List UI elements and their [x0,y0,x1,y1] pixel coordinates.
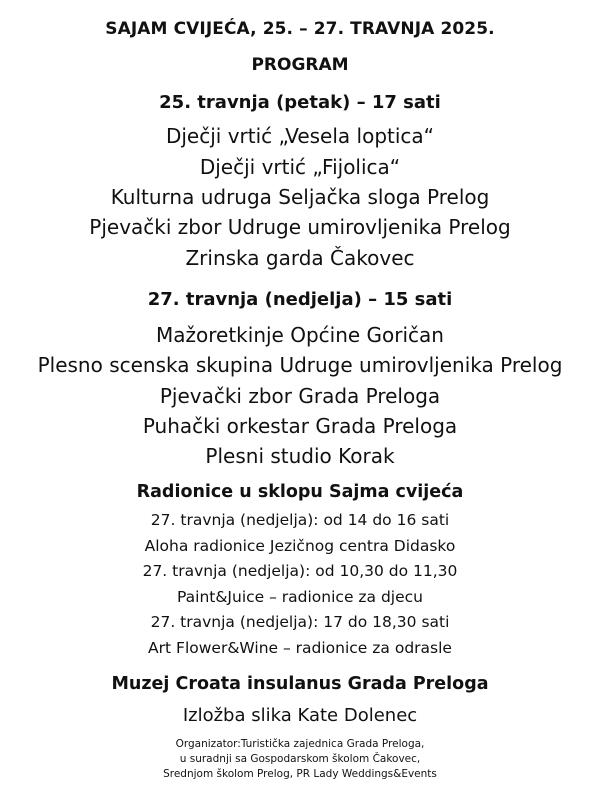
museum-heading: Muzej Croata insulanus Grada Preloga [111,674,489,694]
workshop-line: Aloha radionice Jezičnog centra Didasko [144,537,456,555]
day2-item: Puhački orkestar Grada Preloga [142,414,458,438]
day1-item: Zrinska garda Čakovec [185,246,415,270]
day2-item: Mažoretkinje Općine Goričan [156,323,444,347]
document-title: SAJAM CVIJEĆA, 25. – 27. TRAVNJA 2025. [105,19,495,39]
day1-item: Pjevački zbor Udruge umirovljenika Prelog [89,215,511,239]
workshop-line: 27. travnja (nedjelja): od 10,30 do 11,30 [142,562,458,580]
day2-item: Plesni studio Korak [205,444,395,468]
day1-item: Dječji vrtić „Vesela loptica“ [165,124,435,148]
day1-item: Dječji vrtić „Fijolica“ [199,155,401,179]
program-heading: PROGRAM [251,55,349,75]
day1-heading: 25. travnja (petak) – 17 sati [159,92,441,113]
day2-heading: 27. travnja (nedjelja) – 15 sati [147,289,453,310]
workshop-line: Paint&Juice – radionice za djecu [176,588,423,606]
workshop-line: 27. travnja (nedjelja): od 14 do 16 sati [150,511,450,529]
workshop-line: 27. travnja (nedjelja): 17 do 18,30 sati [150,613,450,631]
day2-item: Pjevački zbor Grada Preloga [159,384,441,408]
day2-item: Plesno scenska skupina Udruge umirovljenika Prelog [37,353,563,377]
day1-item: Kulturna udruga Seljačka sloga Prelog [110,185,490,209]
museum-exhibition: Izložba slika Kate Dolenec [182,705,418,726]
organizer-line: Srednjom školom Prelog, PR Lady Weddings&Events [163,768,437,780]
workshop-line: Art Flower&Wine – radionice za odrasle [148,639,452,657]
organizer-line: Organizator:Turistička zajednica Grada Preloga, [175,738,425,750]
organizer-line: u suradnji sa Gospodarskom školom Čakovec, [179,753,421,765]
workshops-heading: Radionice u sklopu Sajma cvijeća [136,482,464,502]
